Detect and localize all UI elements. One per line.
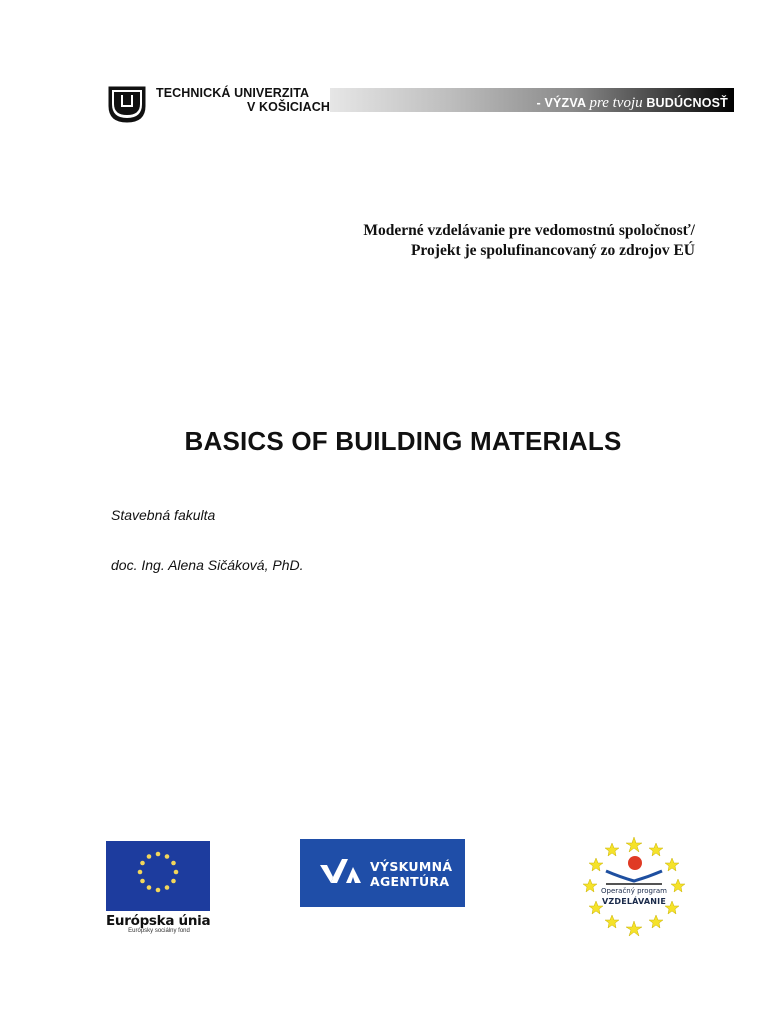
project-line1: Moderné vzdelávanie pre vedomostnú spoločnosť/	[363, 222, 695, 239]
header-banner	[108, 84, 734, 122]
slogan-italic: pre tvoju	[589, 95, 643, 111]
university-line2: V KOŠICIACH	[246, 100, 330, 114]
gradient-band	[330, 88, 734, 112]
eu-flag-icon	[106, 841, 210, 911]
va-mark-icon	[320, 857, 364, 887]
op-line2: VZDELÁVANIE	[601, 897, 667, 906]
operational-program-logo	[578, 833, 690, 939]
research-agency-name	[370, 859, 452, 889]
eu-logo	[106, 841, 212, 934]
university-line1: TECHNICKÁ UNIVERZITA	[156, 86, 310, 100]
document-title: BASICS OF BUILDING MATERIALS	[184, 426, 622, 456]
va-line2: AGENTÚRA	[370, 874, 450, 889]
eu-title: Európska únia	[106, 913, 211, 929]
op-line1: Operačný program	[601, 887, 667, 895]
faculty-name: Stavebná fakulta	[111, 507, 216, 523]
project-statement	[363, 221, 695, 261]
project-line2: Projekt je spolufinancovaný zo zdrojov EÚ	[410, 242, 695, 259]
slogan-prefix: - VÝZVA	[536, 96, 586, 110]
research-agency-logo	[300, 839, 465, 907]
eu-subtitle: Európsky sociálny fond	[128, 928, 190, 934]
slogan-suffix: BUDÚCNOSŤ	[646, 96, 728, 110]
tu-shield-logo-icon	[108, 86, 146, 123]
va-line1: VÝSKUMNÁ	[370, 859, 453, 874]
author-name: doc. Ing. Alena Sičáková, PhD.	[111, 557, 304, 573]
university-name	[156, 86, 332, 114]
slogan	[536, 95, 728, 112]
op-stars-book-icon	[578, 833, 690, 939]
